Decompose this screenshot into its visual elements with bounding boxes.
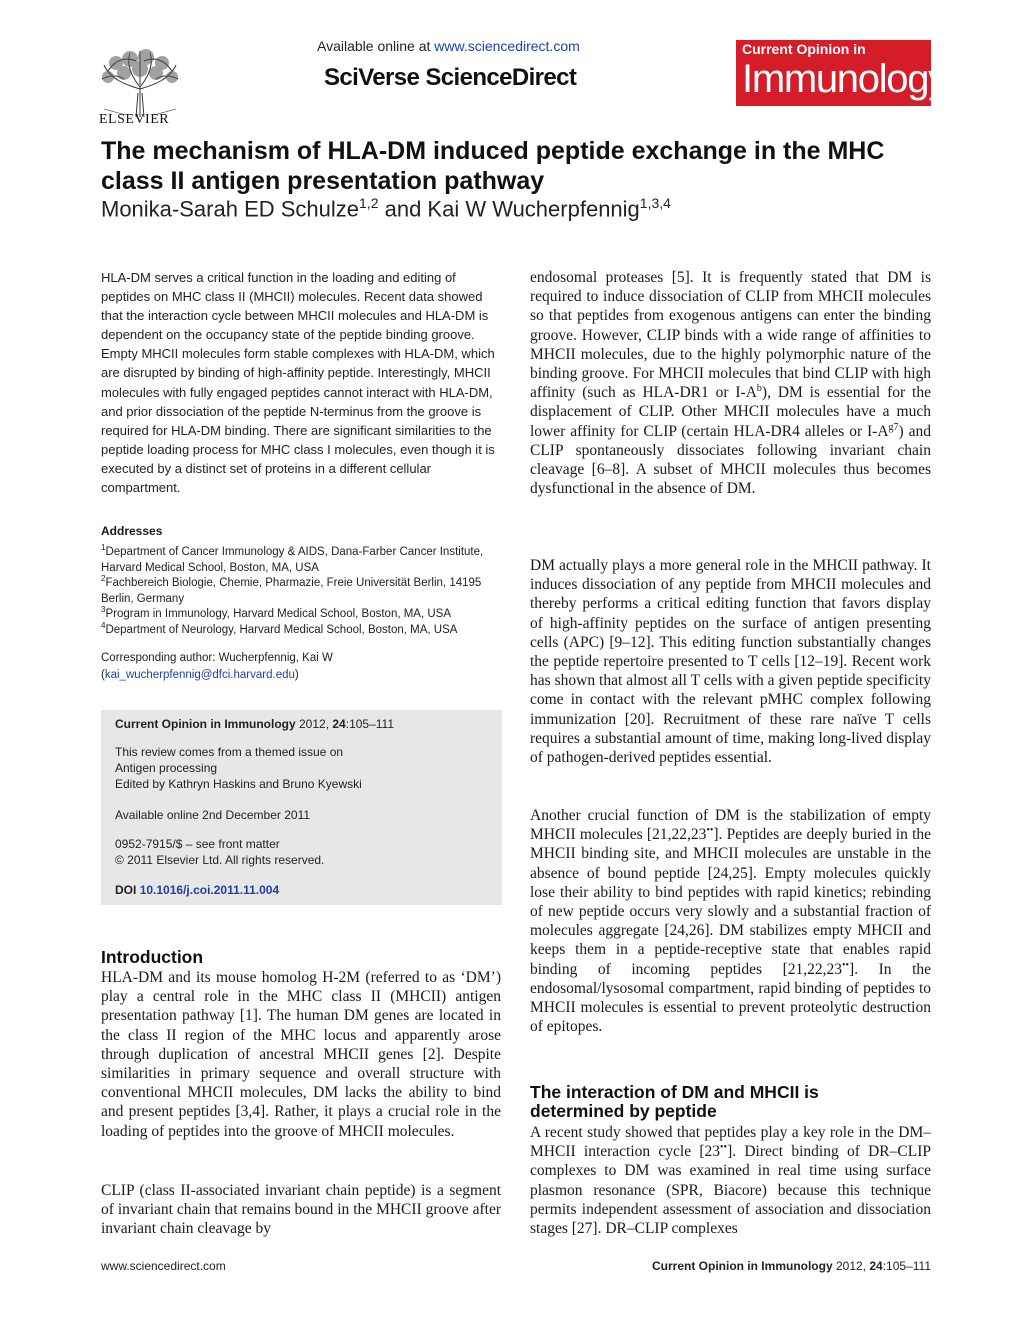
address-3: $^3$Program in Immunology, Harvard Medical School, Boston, MA, USA bbox=[101, 605, 452, 620]
address-1: $^1$Department of Cancer Immunology & AIDS, Dana-Farber Cancer Institute, Harvard Medical School, Boston, MA, USA bbox=[101, 543, 484, 574]
editors: Edited by Kathryn Haskins and Bruno Kyewski bbox=[115, 777, 362, 791]
journal-logo-line1: Current Opinion in bbox=[742, 41, 866, 57]
article-title: The mechanism of HLA-DM induced peptide exchange in the MHC class II antigen presentation pathway bbox=[101, 137, 885, 195]
addresses-heading: Addresses bbox=[101, 524, 163, 538]
journal-logo bbox=[736, 40, 947, 106]
corresponding-author: Corresponding author: Wucherpfennig, Kai W (kai_wucherpfennig@dfci.harvard.edu) bbox=[101, 650, 501, 684]
copyright: © 2011 Elsevier Ltd. All rights reserved. bbox=[115, 853, 325, 867]
doi-link[interactable]: 10.1016/j.coi.2011.11.004 bbox=[139, 883, 280, 897]
section-2-heading: The interaction of DM and MHCII is determined by peptide bbox=[530, 1082, 819, 1121]
address-2: $^2$Fachbereich Biologie, Chemie, Pharmazie, Freie Universität Berlin, 14195 Berlin, Germany bbox=[101, 574, 482, 605]
themed-issue-line: This review comes from a themed issue on bbox=[115, 745, 344, 759]
author-2: Kai W Wucherpfennig bbox=[427, 196, 640, 222]
issn: 0952-7915/$ – see front matter bbox=[115, 837, 280, 851]
doi-line bbox=[115, 882, 279, 898]
citation-line: Current Opinion in Immunology 2012, 24:105–111 bbox=[115, 717, 395, 731]
journal-logo-line2: Immunology bbox=[742, 57, 947, 101]
themed-issue-topic: Antigen processing bbox=[115, 761, 218, 775]
available-online-date: Available online 2nd December 2011 bbox=[115, 808, 311, 822]
author-list bbox=[101, 195, 921, 222]
right-paragraph-4: A recent study showed that peptides play a key role in the DM–MHCII interaction cycle [23••]. Direct binding of DR–CLIP complexes to DM was examined in real time using surface plasmon resonance (SPR, Biacore) because this technique permits independent assessment of association and dissociation stages [27]. DR–CLIP complexes bbox=[530, 1124, 931, 1238]
article-info-box bbox=[101, 710, 502, 905]
footer-url[interactable]: www.sciencedirect.com bbox=[101, 1259, 226, 1273]
publisher-name: ELSEVIER bbox=[99, 112, 170, 127]
right-paragraph-1: endosomal proteases [5]. It is frequently stated that DM is required to induce dissociation of CLIP from MHCII molecules so that peptides from exogenous antigens can enter the binding groove. However, CLIP binds with a wide range of affinities to MHCII molecules, due to the highly polymorphic nature of the binding groove. For MHCII molecules that bind CLIP with high affinity (such as HLA-DR1 or $I-A^b$), DM is essential for the displacement of CLIP. Other MHCII molecules have a much lower affinity for CLIP (certain HLA-DR4 alleles or $I-A^{g7}$) and CLIP spontaneously dissociates following invariant chain cleavage [6–8]. A subset of MHCII molecules thus becomes dysfunctional in the absence of DM. bbox=[530, 269, 931, 498]
platform-name: SciVerse ScienceDirect bbox=[324, 64, 577, 91]
right-paragraph-2: DM actually plays a more general role in the MHCII pathway. It induces dissociation of any peptide from MHCII molecules and thereby performs a critical editing function that favors display of high-affinity peptides on the surface of antigen presenting cells (APC) [9–12]. This editing function substantially changes the peptide repertoire presented to T cells [12–19]. Recent work has shown that almost all T cells with a given peptide specificity come in contact with the relevant pMHC complex following immunization [20]. Recruitment of these rare naïve T cells requires a substantial amount of time, making long-lived display of pathogen-derived peptides essential. bbox=[530, 557, 931, 767]
author-2-affiliations: 1,3,4 bbox=[639, 195, 671, 211]
citation-journal: Current Opinion in Immunology bbox=[115, 717, 296, 731]
author-conjunction: and bbox=[378, 196, 428, 222]
right-paragraph-3: Another crucial function of DM is the stabilization of empty MHCII molecules [21,22,23••]. Peptides are deeply buried in the MHCII binding site, and MHCII molecules are unstable in the absence of bound peptide [24,25]. Empty molecules quickly lose their ability to bind peptides with rapid kinetics; rebinding of new peptide occurs very slowly and a substantial fraction of molecules aggregate [24,26]. DM stabilizes empty MHCII and keeps them in a peptide-receptive state that enables rapid binding of incoming peptides [21,22,23••]. In the endosomal/lysosomal compartment, rapid binding of peptides to MHCII molecules is essential to prevent proteolytic destruction of epitopes. bbox=[530, 807, 932, 1036]
sciencedirect-link[interactable]: www.sciencedirect.com bbox=[434, 38, 580, 54]
available-online bbox=[317, 38, 580, 54]
author-1: Monika-Sarah ED Schulze bbox=[101, 196, 360, 222]
corresponding-email-link[interactable]: kai_wucherpfennig@dfci.harvard.edu bbox=[104, 669, 295, 681]
introduction-paragraph-1: HLA-DM and its mouse homolog H-2M (referred to as ‘DM’) play a central role in the MHC class II (MHCII) antigen presentation pathway [1]. The human DM genes are located in the class II region of the MHC locus and apparently arose through duplication of ancestral MHCII genes [2]. Despite similarities in primary sequence and overall structure with conventional MHCII molecules, DM lacks the ability to bind and present peptides [3,4]. Rather, it plays a crucial role in the loading of peptides into the groove of MHCII molecules. bbox=[101, 969, 501, 1140]
author-1-affiliations: 1,2 bbox=[359, 195, 379, 211]
introduction-paragraph-2: CLIP (class II-associated invariant chain peptide) is a segment of invariant chain that remains bound in the MHCII groove after invariant chain cleavage by bbox=[101, 1182, 501, 1238]
available-prefix: Available online at bbox=[317, 38, 435, 54]
corresponding-author-label: Corresponding author: Wucherpfennig, Kai W bbox=[101, 652, 333, 664]
footer-citation: Current Opinion in Immunology 2012, 24:105–111 bbox=[651, 1259, 931, 1273]
address-4: $^4$Department of Neurology, Harvard Medical School, Boston, MA, USA bbox=[101, 621, 458, 636]
introduction-heading: Introduction bbox=[101, 947, 204, 967]
abstract: HLA-DM serves a critical function in the loading and editing of peptides on MHC class II (MHCII) molecules. Recent data showed that the interaction cycle between MHCII molecules and HLA-DM is dependent on the occupancy state of the peptide binding groove. Empty MHCII molecules form stable complexes with HLA-DM, which are disrupted by binding of high-affinity peptide. Interestingly, MHCII molecules with fully engaged peptides cannot interact with HLA-DM, and prior dissociation of the peptide N-terminus from the groove is required for HLA-DM binding. There are significant similarities to the peptide loading process for MHC class I molecules, even though it is executed by a distinct set of proteins in a different cellular compartment. bbox=[101, 270, 495, 496]
doi-label: DOI bbox=[115, 883, 137, 897]
